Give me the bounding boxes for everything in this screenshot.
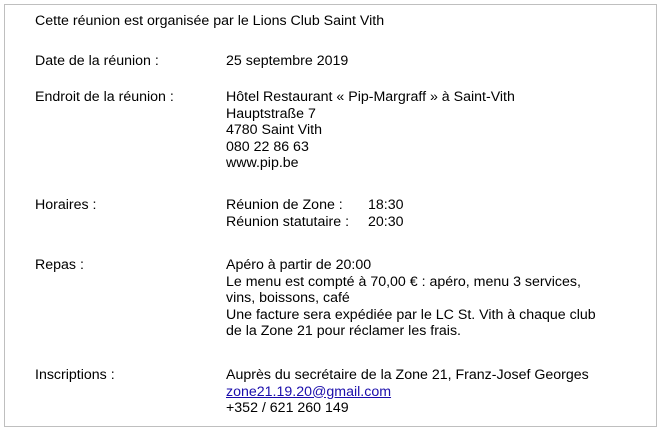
schedule-details: [226, 197, 404, 230]
meal-label: Repas :: [35, 257, 84, 273]
meal-line: de la Zone 21 pour réclamer les frais.: [226, 323, 461, 339]
location-label: Endroit de la réunion :: [35, 89, 174, 105]
info-box: [4, 4, 657, 427]
intro-text: Cette réunion est organisée par le Lions Club Saint Vith: [35, 13, 385, 29]
meal-line: Le menu est compté à 70,00 € : apéro, menu 3 services,: [226, 273, 581, 290]
date-label: Date de la réunion :: [35, 53, 159, 69]
schedule-item-name: Réunion statutaire :: [226, 213, 350, 230]
location-venue: Hôtel Restaurant « Pip-Margraff » à Saint-Vith: [226, 89, 515, 105]
schedule-item-name: Réunion de Zone :: [226, 197, 343, 213]
meal-line: Apéro à partir de 20:00: [226, 257, 372, 273]
schedule-row: [226, 214, 404, 231]
date-value-text: 25 septembre 2019: [226, 53, 349, 69]
schedule-item-time: 20:30: [368, 213, 404, 230]
registration-phone: +352 / 621 260 149: [226, 400, 349, 416]
location-phone: 080 22 86 63: [226, 138, 309, 155]
registration-label: Inscriptions :: [35, 367, 115, 383]
email-link[interactable]: zone21.19.20@gmail.com: [226, 383, 392, 400]
location-city: 4780 Saint Vith: [226, 122, 322, 138]
registration-contact: Auprès du secrétaire de la Zone 21, Franz-Josef Georges: [226, 367, 589, 383]
location-street: Hauptstraße 7: [226, 105, 316, 122]
schedule-label: Horaires :: [35, 197, 97, 213]
date-value: [226, 53, 348, 70]
schedule-item-time: 18:30: [368, 197, 404, 213]
registration-details: [226, 367, 589, 417]
schedule-row: [226, 197, 404, 214]
meal-line: Une facture sera expédiée par le LC St. Vith à chaque club: [226, 306, 596, 323]
meal-details: [226, 257, 596, 340]
location-website: www.pip.be: [226, 155, 299, 171]
location-details: [226, 89, 515, 172]
meal-line: vins, boissons, café: [226, 290, 350, 306]
registration-email-row: [226, 384, 589, 401]
